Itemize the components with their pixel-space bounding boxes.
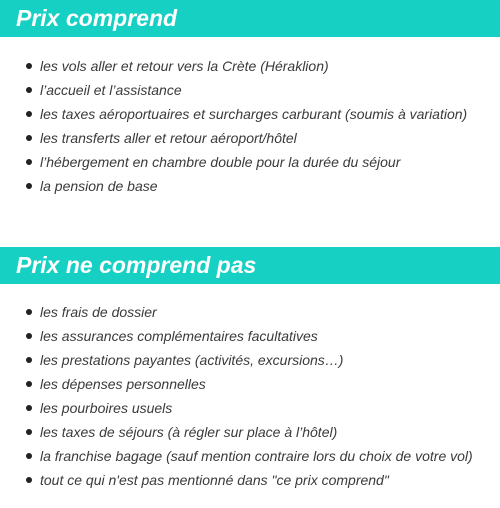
bullet-icon: [26, 357, 32, 363]
list-item: [0, 78, 500, 102]
bullet-icon: [26, 453, 32, 459]
bullet-icon: [26, 381, 32, 387]
list-item: [0, 372, 500, 396]
bullet-icon: [26, 309, 32, 315]
list-item-text: la pension de base: [40, 178, 158, 194]
list-item: [0, 468, 500, 492]
bullet-icon: [26, 87, 32, 93]
list-item-text: l’hébergement en chambre double pour la durée du séjour: [40, 154, 401, 170]
list-item: [0, 174, 500, 198]
list-item: [0, 150, 500, 174]
list-item: [0, 420, 500, 444]
list-item: [0, 300, 500, 324]
bullet-icon: [26, 111, 32, 117]
list-item-text: l’accueil et l’assistance: [40, 82, 182, 98]
included-section: [0, 0, 500, 198]
list-item-text: les taxes de séjours (à régler sur place à l’hôtel): [40, 424, 338, 440]
excluded-section: [0, 247, 500, 492]
excluded-header: Prix ne comprend pas: [0, 247, 500, 284]
bullet-icon: [26, 135, 32, 141]
included-header: Prix comprend: [0, 0, 500, 37]
list-item-text: la franchise bagage (sauf mention contraire lors du choix de votre vol): [40, 448, 473, 464]
list-item: [0, 348, 500, 372]
list-item-text: les taxes aéroportuaires et surcharges carburant (soumis à variation): [40, 106, 468, 122]
bullet-icon: [26, 405, 32, 411]
list-item: [0, 102, 500, 126]
bullet-icon: [26, 159, 32, 165]
bullet-icon: [26, 183, 32, 189]
list-item-text: les prestations payantes (activités, excursions…): [40, 352, 344, 368]
list-item: [0, 126, 500, 150]
list-item-text: les vols aller et retour vers la Crète (Héraklion): [40, 58, 329, 74]
list-item: [0, 54, 500, 78]
list-item-text: tout ce qui n'est pas mentionné dans "ce prix comprend": [40, 472, 389, 488]
list-item: [0, 444, 500, 468]
bullet-icon: [26, 477, 32, 483]
list-item-text: les frais de dossier: [40, 304, 157, 320]
list-item-text: les transferts aller et retour aéroport/hôtel: [40, 130, 297, 146]
list-item-text: les pourboires usuels: [40, 400, 173, 416]
excluded-list: [0, 300, 500, 492]
list-item-text: les dépenses personnelles: [40, 376, 206, 392]
list-item-text: les assurances complémentaires facultatives: [40, 328, 318, 344]
list-item: [0, 396, 500, 420]
list-item: [0, 324, 500, 348]
bullet-icon: [26, 63, 32, 69]
bullet-icon: [26, 333, 32, 339]
included-list: [0, 54, 500, 198]
bullet-icon: [26, 429, 32, 435]
